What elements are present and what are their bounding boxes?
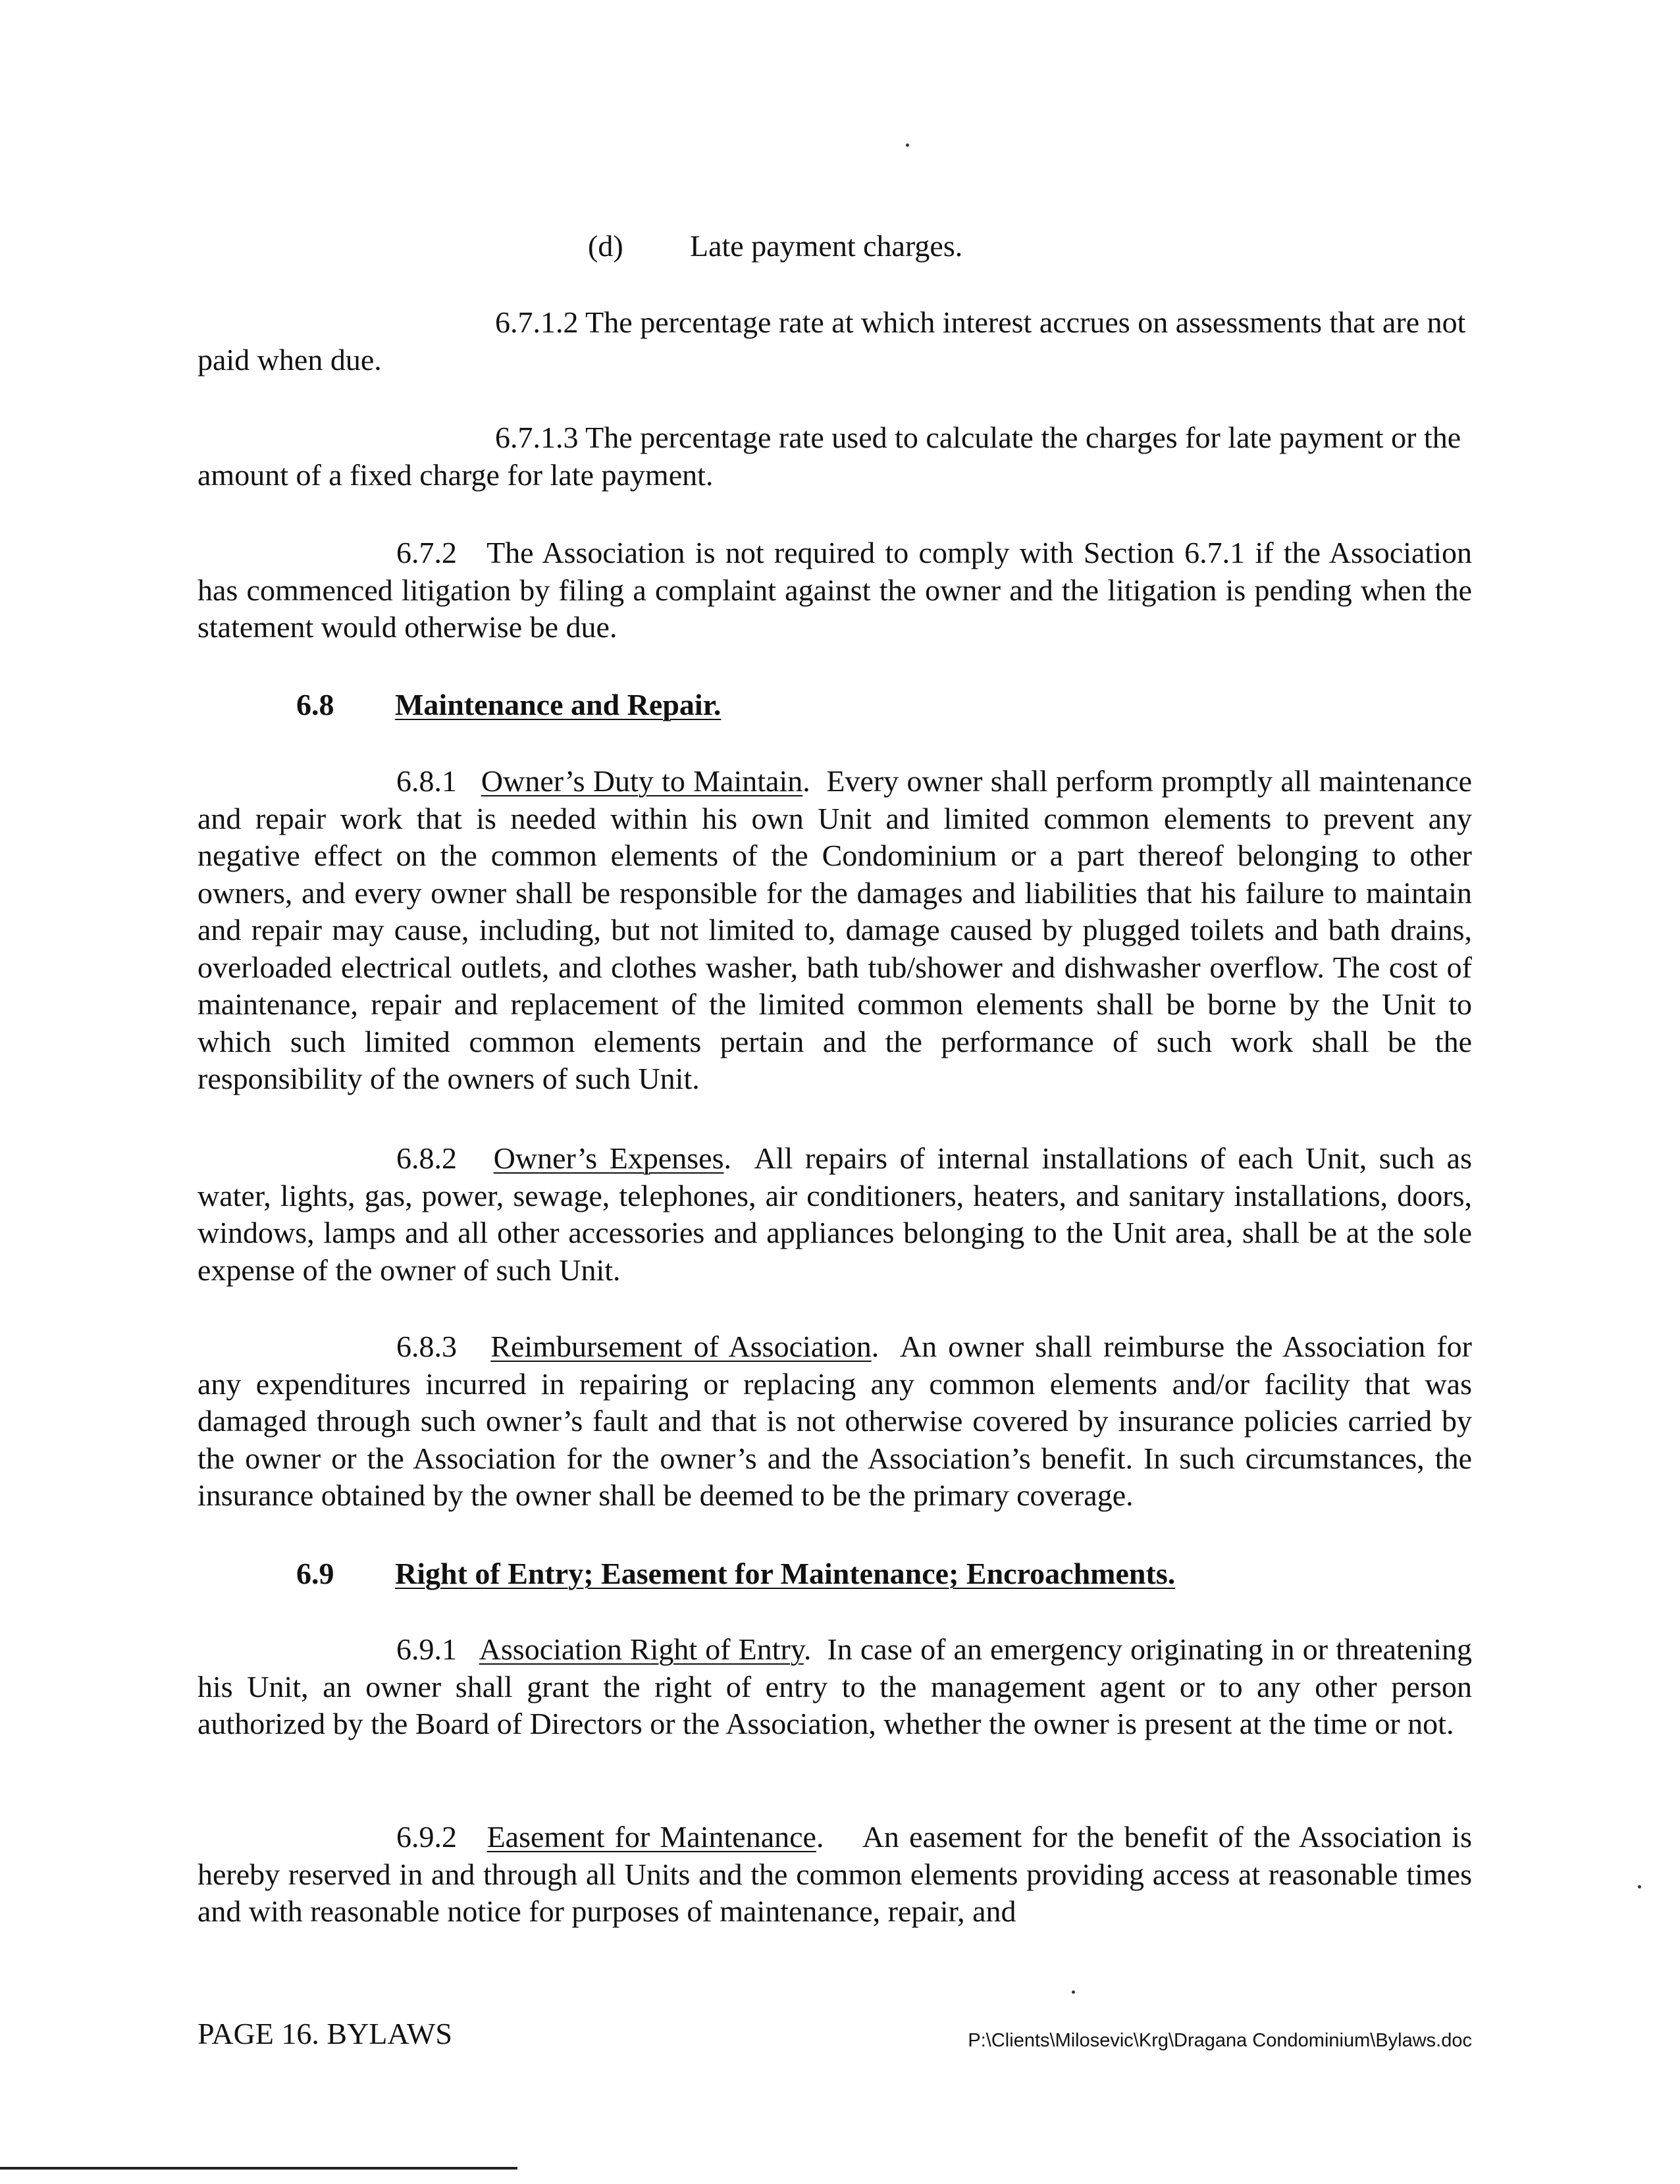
footer-page-label: PAGE 16. BYLAWS [197,2017,452,2050]
paragraph-6-8-3: 6.8.3 Reimbursement of Association. An owner shall reimburse the Association for any expenditures incurred in repairing or replacing any common elements and/or facility that was damaged through such owner’s fault and that is not otherwise covered by insurance policies carried by the owner or the Association for the owner’s and the Association’s benefit. In such circumstances, the insurance obtained by the owner shall be deemed to be the primary coverage. [197,1330,1472,1512]
paragraph-title: Easement for Maintenance [486,1820,816,1854]
paragraph-6-7-2 [197,534,1472,646]
paragraph-6-7-1-3 [197,419,1472,494]
paragraph-title: Owner’s Duty to Maintain [481,764,803,798]
section-title: Right of Entry; Easement for Maintenance; Encroachments. [395,1557,1176,1590]
paragraph-text: The Association is not required to comply with Section 6.7.1 if the Association has commenced litigation by filing a complaint against the owner and the litigation is pending when the statement would otherwise be due. [197,536,1473,644]
paragraph-text: The percentage rate used to calculate the charges for late payment or the amount of a fixed charge for late payment. [197,421,1461,492]
paragraph-6-7-1-2 [197,304,1472,378]
paragraph-number: 6.9.2 [396,1820,457,1854]
list-item-d-label: (d) [588,229,623,263]
scan-speck [906,143,909,147]
paragraph-number: 6.7.1.3 [495,421,579,454]
paragraph-title: Reimbursement of Association [490,1330,872,1363]
paragraph-text: All repairs of internal installations of each Unit, such as water, lights, gas, power, sewage, telephones, air conditioners, heaters, and sanitary installations, doors, windows, lamps and all other accessories and appliances belonging to the Unit area, shall be at the sole expense of the owner of such Unit. [197,1141,1472,1287]
paragraph-text: An easement for the benefit of the Association is hereby reserved in and through all Units and the common elements providing access at reasonable times and with reasonable notice for purposes of maintenance, repair, and [197,1820,1472,1928]
scan-speck [1072,1990,1075,1994]
bottom-rule [0,2167,517,2170]
paragraph-6-8-1: 6.8.1 Owner’s Duty to Maintain. Every owner shall perform promptly all maintenance and repair work that is needed within his own Unit and limited common elements to prevent any negative effect on the common elements of the Condominium or a part thereof belonging to other owners, and every owner shall be responsible for the damages and liabilities that his failure to maintain and repair may cause, including, but not limited to, damage caused by plugged toilets and bath drains, overloaded electrical outlets, and clothes washer, bath tub/shower and dishwasher overflow. The cost of maintenance, repair and replacement of the limited common elements shall be borne by the Unit to which such limited common elements pertain and the performance of such work shall be the responsibility of the owners of such Unit. [197,764,1473,1095]
section-title: Maintenance and Repair. [395,688,722,721]
list-item-d-text: Late payment charges. [690,229,963,263]
footer-file-path: P:\Clients\Milosevic\Krg\Dragana Condominium\Bylaws.doc [968,2030,1472,2051]
paragraph-text: In case of an emergency originating in or threatening his Unit, an owner shall grant the right of entry to the management agent or to any other person authorized by the Board of Directors or the Association, whether the owner is present at the time or not. [197,1632,1473,1740]
paragraph-6-8-2: 6.8.2 Owner’s Expenses. All repairs of internal installations of each Unit, such as water, lights, gas, power, sewage, telephones, air conditioners, heaters, and sanitary installations, doors, windows, lamps and all other accessories and appliances belonging to the Unit area, shall be at the sole expense of the owner of such Unit. [197,1141,1472,1287]
paragraph-title: Owner’s Expenses [493,1141,724,1175]
section-number: 6.9 [296,1557,334,1590]
list-item-d [0,228,1680,267]
paragraph-number: 6.7.2 [396,536,457,569]
paragraph-6-9-1: 6.9.1 Association Right of Entry. In case of an emergency originating in or threatening his Unit, an owner shall grant the right of entry to the management agent or to any other person authorized by the Board of Directors or the Association, whether the owner is present at the time or not. [197,1632,1473,1740]
paragraph-text: An owner shall reimburse the Association for any expenditures incurred in repairing or replacing any common elements and/or facility that was damaged through such owner’s fault and that is not otherwise covered by insurance policies carried by the owner or the Association for the owner’s and the Association’s benefit. In such circumstances, the insurance obtained by the owner shall be deemed to be the primary coverage. [197,1330,1472,1512]
scan-speck [1638,1885,1641,1888]
section-number: 6.8 [296,688,334,721]
paragraph-number: 6.8.1 [396,764,457,798]
paragraph-6-9-2: 6.9.2 Easement for Maintenance. An easement for the benefit of the Association is hereby reserved in and through all Units and the common elements providing access at reasonable times and with reasonable notice for purposes of maintenance, repair, and [197,1820,1472,1928]
paragraph-text: Every owner shall perform promptly all maintenance and repair work that is needed within his own Unit and limited common elements to prevent any negative effect on the common elements of the Condominium or a part thereof belonging to other owners, and every owner shall be responsible for the damages and liabilities that his failure to maintain and repair may cause, including, but not limited to, damage caused by plugged toilets and bath drains, overloaded electrical outlets, and clothes washer, bath tub/shower and dishwasher overflow. The cost of maintenance, repair and replacement of the limited common elements shall be borne by the Unit to which such limited common elements pertain and the performance of such work shall be the responsibility of the owners of such Unit. [197,764,1473,1095]
paragraph-number: 6.8.3 [396,1330,457,1363]
paragraph-title: Association Right of Entry [479,1632,804,1666]
paragraph-number: 6.9.1 [396,1632,457,1666]
paragraph-number: 6.7.1.2 [495,305,579,339]
paragraph-text: The percentage rate at which interest accrues on assessments that are not paid when due. [197,305,1466,377]
paragraph-number: 6.8.2 [396,1141,457,1175]
